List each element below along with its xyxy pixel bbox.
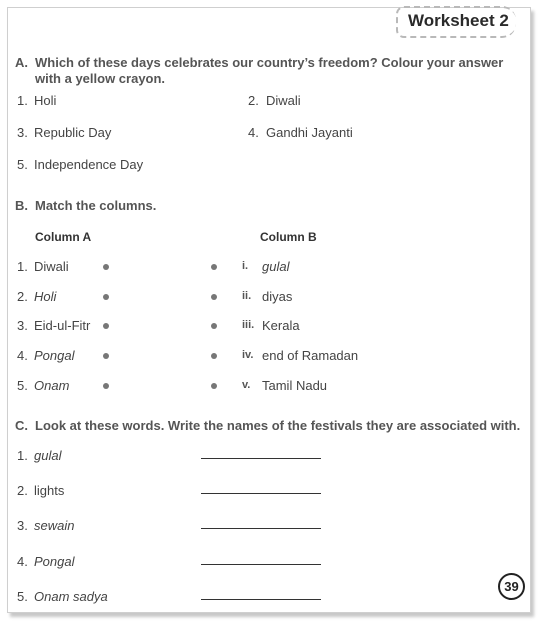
column-b-numeral: iii. (242, 319, 255, 331)
column-b-numeral: v. (242, 379, 251, 391)
column-b-item: Kerala (262, 318, 300, 333)
word-item: lights (34, 483, 65, 498)
option-number: 2. (248, 93, 259, 108)
word-item: Onam sadya (34, 589, 108, 604)
column-b-dot[interactable] (211, 294, 217, 300)
section-a-question-line2: with a yellow crayon. (35, 71, 166, 86)
word-item: gulal (34, 448, 62, 463)
section-b-question: Match the columns. (35, 198, 157, 213)
column-a-item: Onam (34, 378, 70, 393)
column-b-numeral: i. (242, 260, 249, 272)
option-republic-day[interactable]: Republic Day (34, 125, 112, 140)
match-row-number: 3. (17, 318, 28, 333)
answer-line[interactable] (201, 493, 321, 494)
match-row-number: 5. (17, 378, 28, 393)
column-b-dot[interactable] (211, 383, 217, 389)
column-a-dot[interactable] (103, 294, 109, 300)
word-number: 5. (17, 589, 28, 604)
column-b-item: diyas (262, 289, 293, 304)
answer-line[interactable] (201, 458, 321, 459)
match-row-number: 4. (17, 348, 28, 363)
section-c-question: Look at these words. Write the names of the festivals they are associated with. (35, 418, 521, 433)
column-b-item: Tamil Nadu (262, 378, 328, 393)
column-a-item: Diwali (34, 259, 69, 274)
option-independence-day[interactable]: Independence Day (34, 157, 144, 172)
section-c-letter: C. (15, 418, 28, 433)
answer-line[interactable] (201, 564, 321, 565)
word-number: 4. (17, 554, 28, 569)
column-a-item: Holi (34, 289, 57, 304)
section-a-question-line1: Which of these days celebrates our country’s freedom? Colour your answer (35, 55, 504, 70)
option-number: 5. (17, 157, 28, 172)
column-a-dot[interactable] (103, 383, 109, 389)
answer-line[interactable] (201, 599, 321, 600)
column-b-dot[interactable] (211, 323, 217, 329)
column-a-dot[interactable] (103, 323, 109, 329)
option-diwali[interactable]: Diwali (266, 93, 301, 108)
option-gandhi-jayanti[interactable]: Gandhi Jayanti (266, 125, 353, 140)
column-b-dot[interactable] (211, 264, 217, 270)
match-row-number: 1. (17, 259, 28, 274)
column-a-dot[interactable] (103, 264, 109, 270)
section-b-letter: B. (15, 198, 28, 213)
word-number: 2. (17, 483, 28, 498)
section-a-letter: A. (15, 55, 28, 70)
column-a-item: Eid-ul-Fitr (34, 318, 91, 333)
option-number: 3. (17, 125, 28, 140)
word-item: Pongal (34, 554, 75, 569)
column-b-item: end of Ramadan (262, 348, 359, 363)
option-number: 1. (17, 93, 28, 108)
column-a-heading: Column A (35, 230, 92, 244)
column-b-dot[interactable] (211, 353, 217, 359)
column-b-numeral: iv. (242, 349, 254, 361)
column-b-heading: Column B (260, 230, 317, 244)
option-number: 4. (248, 125, 259, 140)
page-number: 39 (498, 573, 525, 600)
column-a-item: Pongal (34, 348, 75, 363)
word-item: sewain (34, 518, 75, 533)
column-b-numeral: ii. (242, 290, 252, 302)
word-number: 3. (17, 518, 28, 533)
answer-line[interactable] (201, 528, 321, 529)
option-holi[interactable]: Holi (34, 93, 57, 108)
match-row-number: 2. (17, 289, 28, 304)
word-number: 1. (17, 448, 28, 463)
worksheet-title: Worksheet 2 (408, 11, 509, 30)
column-a-dot[interactable] (103, 353, 109, 359)
column-b-item: gulal (262, 259, 290, 274)
